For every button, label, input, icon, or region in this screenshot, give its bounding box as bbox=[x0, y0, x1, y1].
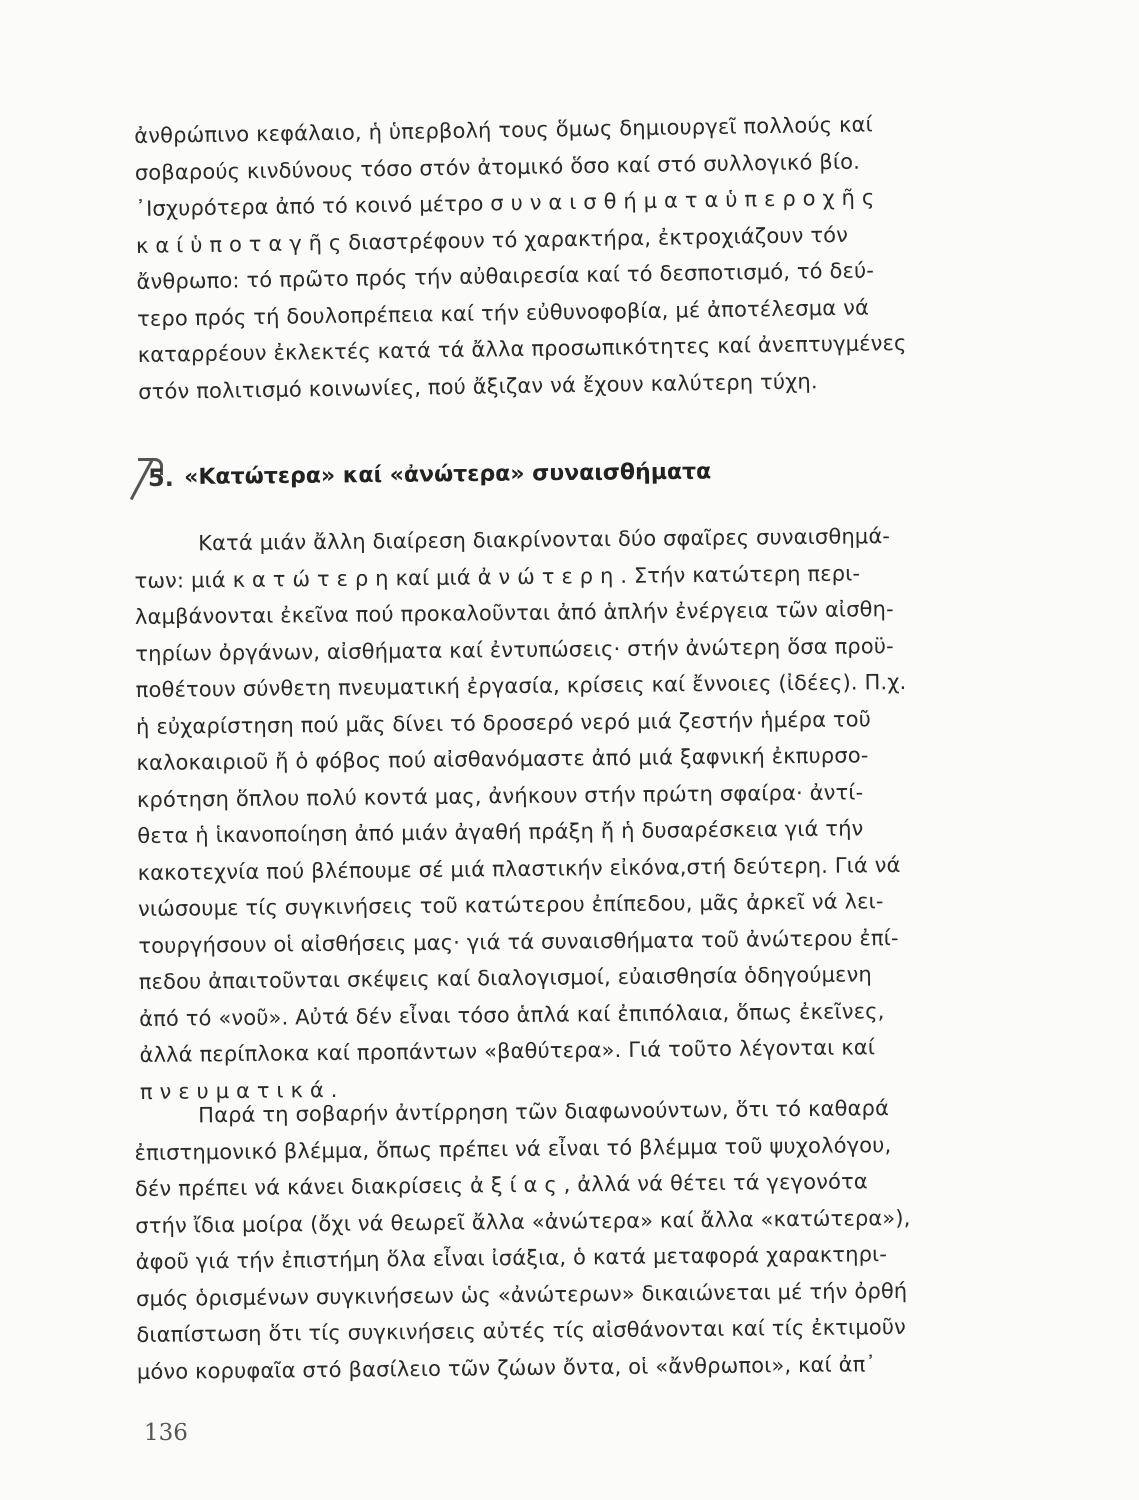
text-line: τηρίων ὀργάνων, αἰσθήματα καί ἐντυπώσεις· στήν ἀνώτερη ὅσα προϋ- bbox=[135, 633, 894, 666]
text-line: των: μιά κ α τ ώ τ ε ρ η καί μιά ἀ ν ώ τ ε ρ η . Στήν κατώτερη περι- bbox=[134, 560, 861, 593]
text-line: δέν πρέπει νά κάνει διακρίσεις ἀ ξ ί α ς , ἀλλά νά θέτει τά γεγονότα bbox=[134, 1169, 868, 1201]
text-line: θετα ἡ ἱκανοποίηση ἀπό μιάν ἀγαθή πράξη ἤ ἡ δυσαρέσκεια γιά τήν bbox=[137, 816, 864, 848]
text-line: κ α ί ὑ π ο τ α γ ῆ ς διαστρέφουν τό χαρακτήρα, ἐκτροχιάζουν τόν bbox=[135, 222, 849, 258]
text-line: Κατά μιάν ἄλλη διαίρεση διακρίνονται δύο σφαῖρες συναισθημά- bbox=[198, 524, 891, 556]
page-number: 136 bbox=[144, 1420, 188, 1446]
text-line: νιώσουμε τίς συγκινήσεις τοῦ κατώτερου ἐπίπεδου, μᾶς ἀρκεῖ νά λει- bbox=[137, 889, 884, 921]
text-line: κακοτεχνία πού βλέπουμε σέ μιά πλαστικήν εἰκόνα,στή δεύτερη. Γιά νά bbox=[137, 852, 901, 885]
section-number bbox=[134, 456, 180, 500]
text-line: σμός ὁρισμένων συγκινήσεων ὡς «ἀνώτερων» δικαιώνεται μέ τήν ὀρθή bbox=[135, 1278, 908, 1311]
text-line: διαπίστωση ὅτι τίς συγκινήσεις αὐτές τίς αἰσθάνονται καί τίς ἐκτιμοῦν bbox=[136, 1314, 907, 1347]
text-line: Παρά τη σοβαρήν ἀντίρρηση τῶν διαφωνούντων, ὅτι τό καθαρά bbox=[198, 1096, 890, 1128]
text-line: λαμβάνονται ἐκεῖνα πού προκαλοῦνται ἀπό ἁπλήν ἐνέργεια τῶν αἰσθη- bbox=[134, 597, 894, 629]
text-line: καταρρέουν ἐκλεκτές κατά τά ἄλλα προσωπικότητες καί ἀνεπτυγμένες bbox=[137, 330, 907, 367]
section-title: «Κατώτερα» καί «ἀνώτερα» συναισθήματα bbox=[184, 459, 712, 490]
text-line: ᾿Ισχυρότερα ἀπό τό κοινό μέτρο σ υ ν α ι σ θ ή μ α τ α ὑ π ε ρ ο χ ῆ ς bbox=[135, 185, 875, 221]
text-line: μόνο κορυφαῖα στό βασίλειο τῶν ζώων ὄντα, οἱ «ἄνθρωποι», καί ἀπ᾿ bbox=[136, 1351, 877, 1384]
text-line: καλοκαιριοῦ ἤ ὁ φόβος πού αἰσθανόμαστε ἀπό μιά ξαφνική ἐκπυρσο- bbox=[136, 743, 869, 775]
text-line: τουργήσουν οἱ αἰσθήσεις μας· γιά τά συναισθήματα τοῦ ἀνώτερου ἐπί- bbox=[138, 925, 899, 958]
top-paragraph bbox=[134, 105, 996, 410]
text-line: ἡ εὐχαρίστηση πού μᾶς δίνει τό δροσερό νερό μιά ζεστήν ἡμέρα τοῦ bbox=[135, 706, 872, 739]
text-line: πεδου ἀπαιτοῦνται σκέψεις καί διαλογισμοί, εὐαισθησία ὁδηγούμενη bbox=[138, 962, 873, 994]
section-paragraph-1 bbox=[134, 517, 998, 1110]
text-line: ἀπό τό «νοῦ». Αὐτά δέν εἶναι τόσο ἁπλά καί ἐπιπόλαια, ὅπως ἐκεῖνες, bbox=[139, 998, 885, 1031]
text-line: ἀλλά περίπλοκα καί προπάντων «βαθύτερα». Γιά τοῦτο λέγονται καί bbox=[139, 1035, 876, 1067]
text-line: ἀνθρώπινο κεφάλαιο, ἡ ὑπερβολή τους ὅμως δημιουργεῖ πολλούς καί bbox=[134, 112, 873, 148]
text-line: τερο πρός τή δουλοπρέπεια καί τήν εὐθυνοφοβία, μέ ἀποτέλεσμα νά bbox=[136, 294, 870, 331]
text-line: ἀφοῦ γιά τήν ἐπιστήμη ὅλα εἶναι ἰσάξια, ὁ κατά μεταφορά χαρακτηρι- bbox=[135, 1242, 888, 1274]
text-line: κρότηση ὅπλου πολύ κοντά μας, ἀνήκουν στήν πρώτη σφαίρα· ἀντί- bbox=[136, 779, 864, 812]
text-line: ἄνθρωπο: τό πρῶτο πρός τήν αὐθαιρεσία καί τό δεσποτισμό, τό δεύ- bbox=[136, 258, 875, 294]
text-line: στήν ἴδια μοίρα (ὄχι νά θεωρεῖ ἄλλα «ἀνώτερα» καί ἄλλα «κατώτερα»), bbox=[135, 1205, 911, 1238]
text-line: στόν πολιτισμό κοινωνίες, πού ἄξιζαν νά ἔχουν καλύτερη τύχη. bbox=[138, 368, 818, 404]
text-line: σοβαρούς κινδύνους τόσο στόν ἀτομικό ὅσο καί στό συλλογικό βίο. bbox=[134, 149, 861, 185]
text-line: ποθέτουν σύνθετη πνευματική ἐργασία, κρίσεις καί ἔννοιες (ἰδέες). Π.χ. bbox=[135, 669, 907, 702]
text-line: ἐπιστημονικό βλέμμα, ὅπως πρέπει νά εἶναι τό βλέμμα τοῦ ψυχολόγου, bbox=[134, 1132, 892, 1165]
section-number-text: 5. bbox=[148, 464, 174, 492]
section-paragraph-2 bbox=[134, 1089, 995, 1390]
section-heading bbox=[134, 456, 834, 500]
text-line: π ν ε υ μ α τ ι κ ά . bbox=[139, 1077, 338, 1104]
